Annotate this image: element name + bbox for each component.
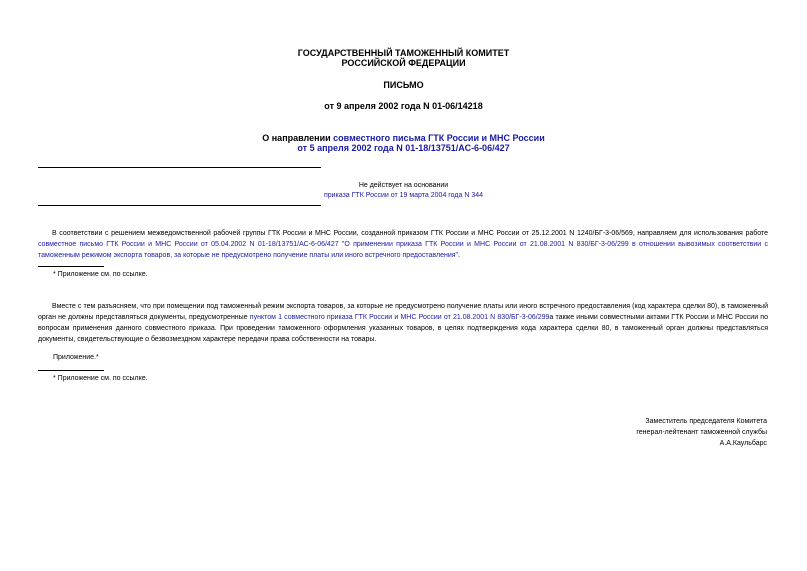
footnote-1: * Приложение см. по ссылке. <box>53 271 148 278</box>
signature-name: А.А.Каульбарс <box>719 440 767 447</box>
org-name-line1: ГОСУДАРСТВЕННЫЙ ТАМОЖЕННЫЙ КОМИТЕТ <box>297 48 510 58</box>
org-name-line2: РОССИЙСКОЙ ФЕДЕРАЦИИ <box>341 58 466 68</box>
subject-link-part2[interactable]: от 5 апреля 2002 года N 01-18/13751/АС-6-06/427 <box>297 143 510 153</box>
subject-link-part1[interactable]: совместного письма ГТК России и МНС России <box>333 133 545 143</box>
footnote-rule-1 <box>38 266 104 267</box>
attachment-label: Приложение.* <box>53 354 99 361</box>
divider-bottom <box>38 205 321 206</box>
status-text: Не действует на основании <box>358 182 449 189</box>
paragraph-1 <box>38 228 768 261</box>
signature-rank: генерал-лейтенант таможенной службы <box>636 429 767 436</box>
paragraph-1-text-b: . <box>458 252 460 259</box>
footnote-rule-2 <box>38 370 104 371</box>
signature-position: Заместитель председателя Комитета <box>645 418 767 425</box>
doc-date: от 9 апреля 2002 года N 01-06/14218 <box>324 101 483 111</box>
footnote-2: * Приложение см. по ссылке. <box>53 375 148 382</box>
subject-line2 <box>0 143 807 154</box>
divider-top <box>38 167 321 168</box>
doc-type: ПИСЬМО <box>383 80 424 90</box>
subject-prefix: О направлении <box>262 133 334 143</box>
paragraph-2-text-b: а также иными совместными актами ГТК России и МНС России по вопросам применения данного совместного приказа. При проведении таможенного оформления указанных товаров, в целях подтверждения кода характера сделки 80, в таможенный орган должны представляться документы, свидетельствующие о безвозмездном характере передачи права собственности на товары. <box>38 314 768 343</box>
paragraph-1-text-a: В соответствии с решением межведомственной рабочей группы ГТК России и МНС России, созданной приказом ГТК России и МНС России от 25.12.2001 N 1240/БГ-3-06/569, направляем для использования работе <box>52 230 768 237</box>
status-link[interactable]: приказа ГТК России от 19 марта 2004 года N 344 <box>323 192 484 199</box>
joint-order-link[interactable]: пунктом 1 совместного приказа ГТК России и МНС России от 21.08.2001 N 830/БГ-3-06/299 <box>249 314 550 321</box>
paragraph-2 <box>38 301 768 345</box>
joint-letter-link[interactable]: совместное письмо ГТК России и МНС России от 05.04.2002 N 01-18/13751/АС-6-06/427 "О применении приказа ГТК России и МНС России от 21.08.2001 N 830/БГ-3-06/299 в отношении вывозимых соответствии с таможенным режимом экспорта товаров, за которые не предусмотрено получение платы или иного встречного предоставления" <box>38 241 768 259</box>
paragraph-2-text-a: Вместе с тем разъясняем, что при помещении под таможенный режим экспорта товаров, за которые не предусмотрено получение платы или иного встречного предоставления (код характера сделки 80), в таможенный орган не должны представляться документы, предусмотренные <box>38 303 768 321</box>
